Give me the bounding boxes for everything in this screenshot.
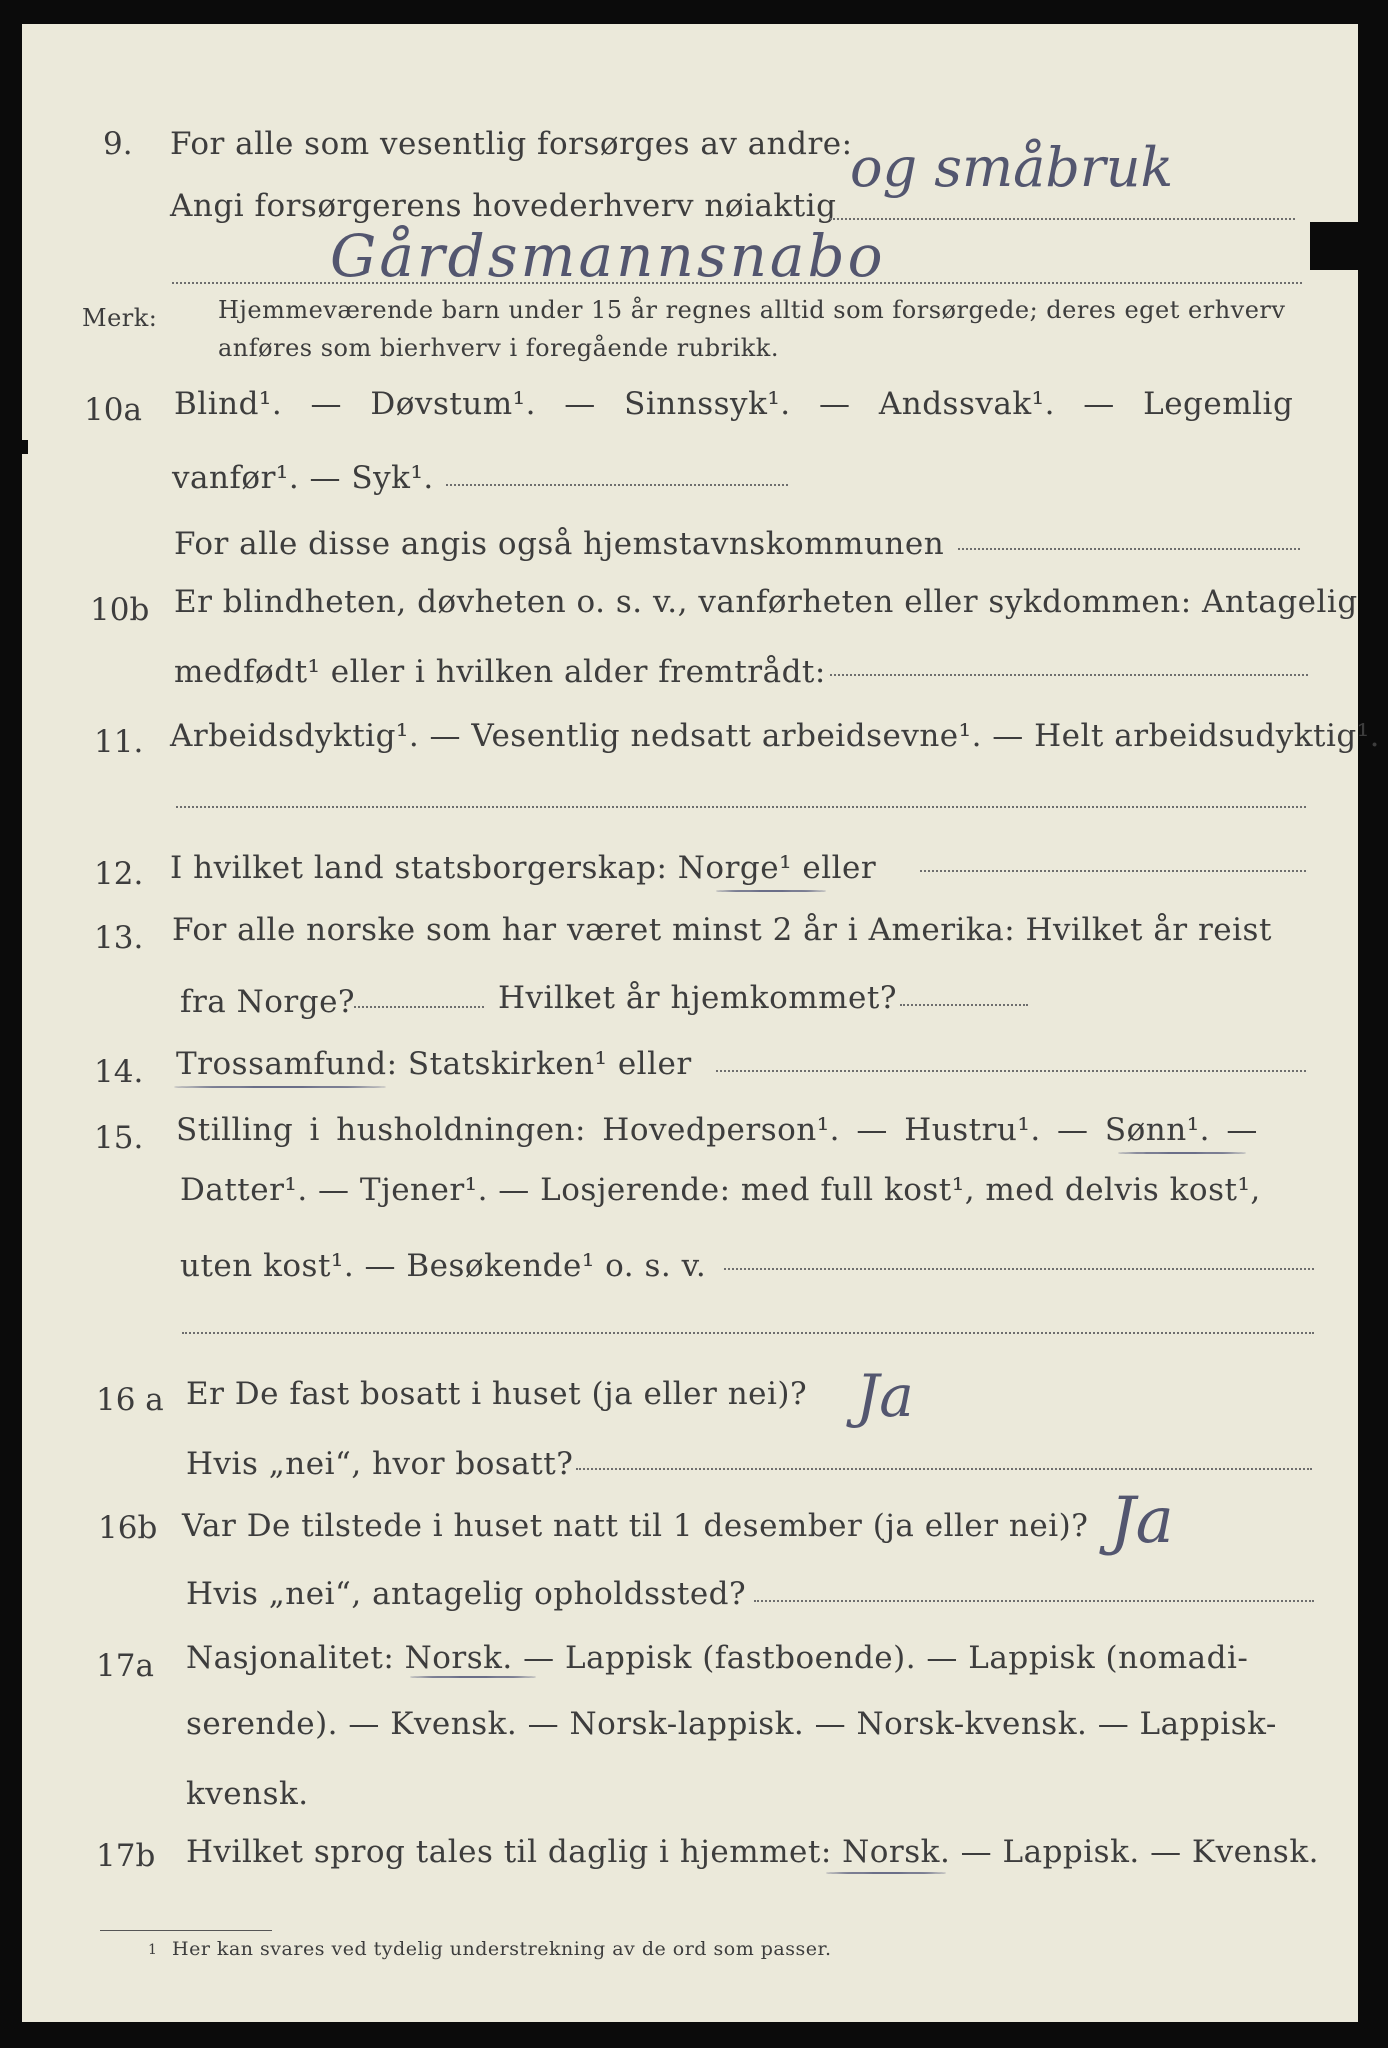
question-11-answer-line — [176, 806, 1306, 808]
question-16a-text-line2: Hvis „nei“, hvor bosatt? — [186, 1446, 574, 1482]
merk-label: Merk: — [82, 304, 158, 332]
question-9-text-line1: For alle som vesentlig forsørges av andre: — [170, 126, 853, 162]
question-9-text-line2: Angi forsørgerens hovederhverv nøiaktig — [170, 188, 837, 224]
question-10a-text-line2: vanfør¹. — Syk¹. — [172, 460, 434, 496]
question-14-text-line1: Trossamfund: Statskirken¹ eller — [176, 1046, 692, 1082]
question-15-text-line1: Stilling i husholdningen: Hovedperson¹. — Hustru¹. — Sønn¹. — — [176, 1112, 1258, 1148]
question-16b-answer-line — [754, 1600, 1314, 1602]
question-15-number: 15. — [94, 1120, 144, 1156]
question-13-text-line2b: Hvilket år hjemkommet? — [498, 980, 897, 1016]
page-edge-notch — [1310, 222, 1360, 270]
question-10b-text-line2: medfødt¹ eller i hvilken alder fremtrådt: — [174, 654, 826, 690]
question-16b-handwritten-answer: Ja — [1110, 1484, 1174, 1558]
question-12-number: 12. — [94, 856, 144, 892]
question-17b-number: 17b — [96, 1838, 156, 1874]
question-10a-text-line3: For alle disse angis også hjemstavnskommunen — [174, 526, 945, 562]
question-9-handwritten-answer1: og småbruk — [850, 136, 1174, 199]
footnote-text: Her kan svares ved tydelig understrekning av de ord som passer. — [172, 1938, 832, 1960]
question-10a-text-line1: Blind¹. — Døvstum¹. — Sinnssyk¹. — Andssvak¹. — Legemlig — [174, 386, 1294, 422]
page-edge-notch — [22, 440, 28, 454]
question-16b-number: 16b — [98, 1510, 158, 1546]
question-17a-text-line3: kvensk. — [186, 1776, 309, 1812]
norsk-sprog-underline — [826, 1872, 946, 1874]
question-9-handwritten-answer2: Gårdsmannsnabo — [330, 222, 886, 290]
question-16a-text-line1: Er De fast bosatt i huset (ja eller nei)? — [186, 1376, 808, 1412]
question-13-text-line1: For alle norske som har været minst 2 år i Amerika: Hvilket år reist — [172, 912, 1272, 948]
question-17b-text-line1: Hvilket sprog tales til daglig i hjemmet: Norsk. — Lappisk. — Kvensk. — [186, 1834, 1319, 1870]
question-12-text-line1: I hvilket land statsborgerskap: Norge¹ eller — [170, 850, 877, 886]
question-14-number: 14. — [94, 1054, 144, 1090]
question-12-answer-line — [920, 870, 1306, 872]
question-16b-text-line2: Hvis „nei“, antagelig opholdssted? — [186, 1576, 747, 1612]
question-13-reist-line — [354, 1006, 484, 1008]
merk-text-line1: Hjemmeværende barn under 15 år regnes alltid som forsørgede; deres eget erhverv — [218, 296, 1286, 324]
question-13-number: 13. — [94, 920, 144, 956]
question-16b-text-line1: Var De tilstede i huset natt til 1 desember (ja eller nei)? — [182, 1508, 1089, 1544]
question-14-answer-line — [716, 1070, 1306, 1072]
footnote-mark: 1 — [148, 1942, 158, 1958]
question-11-text-line1: Arbeidsdyktig¹. — Vesentlig nedsatt arbeidsevne¹. — Helt arbeidsudyktig¹. — [170, 718, 1381, 754]
question-15-text-line3: uten kost¹. — Besøkende¹ o. s. v. — [180, 1248, 707, 1284]
question-10a-hjemstavn-line — [958, 548, 1300, 550]
question-10a-number: 10a — [84, 392, 142, 428]
question-10b-text-line1: Er blindheten, døvheten o. s. v., vanførheten eller sykdommen: Antagelig — [174, 584, 1358, 620]
sonn-underline — [1118, 1152, 1246, 1154]
question-17a-text-line1: Nasjonalitet: Norsk. — Lappisk (fastboende). — Lappisk (nomadi- — [186, 1640, 1249, 1676]
merk-text-line2: anføres som bierhverv i foregående rubrikk. — [218, 334, 779, 362]
question-10b-number: 10b — [90, 592, 150, 628]
question-13-text-line2a: fra Norge? — [180, 984, 356, 1020]
question-9-answer-line — [830, 218, 1295, 220]
question-15-answer-line — [724, 1268, 1314, 1270]
question-17a-text-line2: serende). — Kvensk. — Norsk-lappisk. — Norsk-kvensk. — Lappisk- — [186, 1706, 1277, 1742]
question-11-number: 11. — [94, 724, 144, 760]
trossamfund-underline — [174, 1086, 386, 1088]
question-15-answer-line2 — [182, 1332, 1314, 1334]
norsk-nasjonalitet-underline — [410, 1676, 536, 1678]
question-16a-handwritten-answer: Ja — [856, 1362, 914, 1430]
question-13-hjemkommet-line — [900, 1004, 1028, 1006]
question-9-number: 9. — [103, 126, 133, 162]
question-15-text-line2: Datter¹. — Tjener¹. — Losjerende: med full kost¹, med delvis kost¹, — [180, 1172, 1261, 1208]
question-10a-answer-line — [446, 484, 788, 486]
question-17a-number: 17a — [96, 1648, 154, 1684]
question-16a-answer-line — [576, 1468, 1312, 1470]
norge-underline — [716, 890, 826, 892]
question-10b-answer-line — [830, 674, 1308, 676]
footnote-separator — [100, 1930, 272, 1931]
question-16a-number: 16 a — [96, 1382, 164, 1418]
